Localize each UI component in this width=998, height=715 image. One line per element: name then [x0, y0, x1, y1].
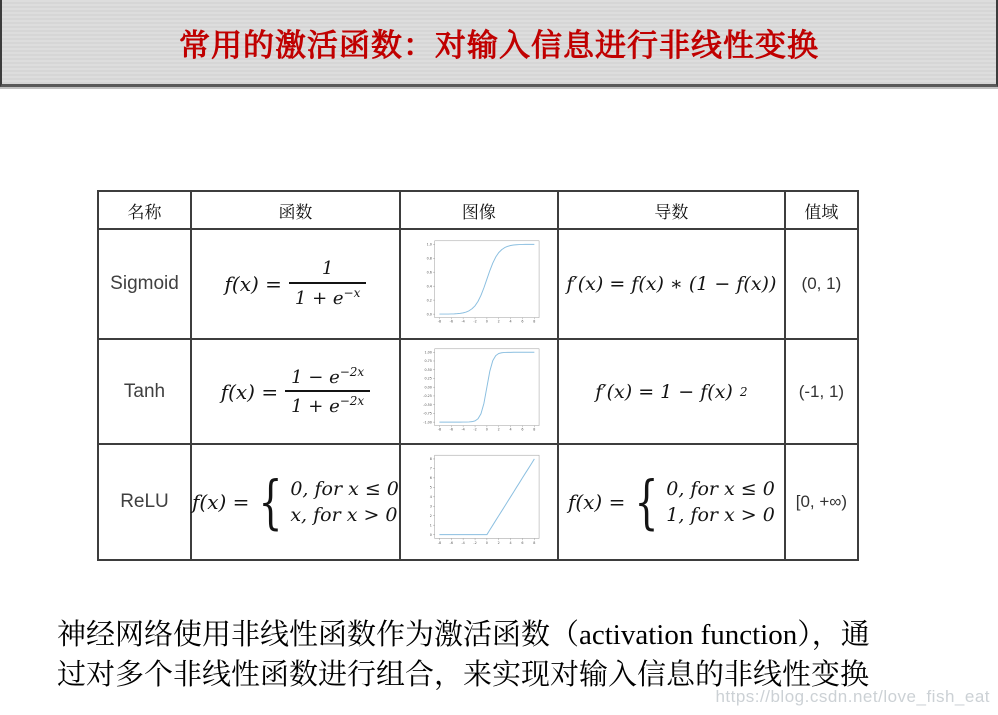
fraction: $\frac{1}{1 + e^{-x}}$ — [289, 258, 366, 310]
svg-text:7: 7 — [429, 466, 432, 471]
svg-text:-2: -2 — [473, 319, 477, 324]
tanh-plot — [414, 344, 544, 440]
relu-derivative-cell — [558, 444, 785, 560]
tanh-name: Tanh — [123, 380, 166, 402]
page-title: 常用的激活函数：对输入信息进行非线性变换 — [179, 27, 819, 63]
tanh-formula-cell — [191, 339, 400, 444]
relu-formula-cell — [191, 444, 400, 560]
svg-text:-6: -6 — [449, 427, 453, 432]
piecewise-cases: 0, for x ≤ 0 x, for x > 0 — [290, 478, 399, 526]
svg-text:5: 5 — [429, 485, 432, 490]
title-bar — [0, 0, 998, 87]
svg-text:6: 6 — [521, 427, 524, 432]
svg-text:1.0: 1.0 — [426, 242, 432, 247]
piecewise-brace: { — [634, 468, 659, 536]
svg-text:4: 4 — [509, 427, 512, 432]
svg-text:0.00: 0.00 — [424, 384, 432, 389]
table-row-tanh — [98, 339, 858, 444]
column-header-derivative: 导数 — [558, 191, 785, 229]
svg-text:-6: -6 — [449, 540, 453, 545]
sigmoid-plot-cell — [400, 229, 558, 339]
svg-text:0: 0 — [429, 532, 432, 537]
svg-text:0.8: 0.8 — [426, 256, 432, 261]
relu-plot-cell — [400, 444, 558, 560]
svg-text:-8: -8 — [437, 319, 441, 324]
svg-text:-0.50: -0.50 — [423, 402, 432, 407]
table-row-relu — [98, 444, 858, 560]
fraction: $\frac{1 - e^{-2x}}{1 + e^{-2x}}$ — [285, 365, 370, 419]
svg-text:6: 6 — [429, 476, 432, 481]
relu-name: ReLU — [120, 491, 169, 512]
svg-text:0.2: 0.2 — [426, 298, 432, 303]
svg-text:8: 8 — [533, 427, 536, 432]
sigmoid-name: Sigmoid — [110, 273, 179, 294]
column-header-name: 名称 — [98, 191, 191, 229]
svg-text:0: 0 — [485, 427, 488, 432]
svg-text:0.75: 0.75 — [424, 358, 432, 363]
svg-text:-4: -4 — [461, 540, 465, 545]
sigmoid-formula: f(x) = $\frac{1}{1 + e^{-x}}$ — [225, 258, 367, 310]
svg-text:-1.00: -1.00 — [423, 419, 432, 424]
piecewise-cases: 0, for x ≤ 0 1, for x > 0 — [666, 478, 775, 526]
tanh-derivative-cell — [558, 339, 785, 444]
svg-text:4: 4 — [509, 319, 512, 324]
svg-text:-2: -2 — [473, 427, 477, 432]
svg-text:-4: -4 — [461, 319, 465, 324]
svg-text:-6: -6 — [449, 319, 453, 324]
svg-text:2: 2 — [497, 540, 500, 545]
svg-text:0.25: 0.25 — [424, 376, 432, 381]
svg-text:0.4: 0.4 — [426, 284, 432, 289]
svg-text:4: 4 — [429, 494, 432, 500]
table-row-sigmoid — [98, 229, 858, 339]
tanh-plot-cell — [400, 339, 558, 444]
svg-text:6: 6 — [521, 319, 524, 324]
svg-text:-0.75: -0.75 — [423, 411, 432, 416]
svg-text:0.0: 0.0 — [426, 312, 432, 317]
svg-text:-8: -8 — [437, 540, 441, 545]
relu-derivative: f(x) = { 0, for x ≤ 0 1, for x > 0 — [567, 468, 775, 536]
svg-text:1.00: 1.00 — [424, 349, 432, 354]
activation-functions-table — [97, 190, 859, 561]
svg-text:2: 2 — [497, 427, 500, 432]
sigmoid-formula-cell — [191, 229, 400, 339]
sigmoid-range: (0, 1) — [801, 274, 842, 293]
relu-plot — [414, 450, 544, 554]
svg-text:0.50: 0.50 — [424, 367, 432, 372]
column-header-function: 函数 — [191, 191, 400, 229]
sigmoid-derivative: f′(x) = f(x) ∗ (1 − f(x)) — [566, 273, 777, 295]
tanh-range: (-1, 1) — [798, 381, 845, 401]
svg-text:-2: -2 — [473, 540, 477, 545]
svg-text:2: 2 — [497, 319, 500, 324]
svg-text:4: 4 — [509, 540, 512, 545]
svg-text:-4: -4 — [461, 427, 465, 432]
sigmoid-plot — [414, 236, 544, 332]
svg-text:0: 0 — [485, 319, 488, 324]
svg-text:8: 8 — [533, 319, 536, 324]
relu-formula: f(x) = { 0, for x ≤ 0 x, for x > 0 — [192, 468, 399, 536]
svg-text:3: 3 — [429, 504, 432, 509]
svg-text:1: 1 — [429, 523, 432, 528]
caption-line-2: 过对多个非线性函数进行组合，来实现对输入信息的非线性变换 — [57, 659, 870, 691]
relu-range: [0, +∞) — [795, 492, 848, 511]
svg-text:-8: -8 — [437, 427, 441, 432]
watermark: https://blog.csdn.net/love_fish_eat — [715, 687, 990, 706]
column-header-range: 值域 — [785, 191, 858, 229]
sigmoid-derivative-cell — [558, 229, 785, 339]
caption-text — [57, 615, 957, 695]
svg-text:-0.25: -0.25 — [423, 393, 432, 398]
svg-text:8: 8 — [429, 457, 432, 462]
svg-text:0: 0 — [485, 540, 488, 545]
tanh-formula: f(x) = $\frac{1 - e^{-2x}}{1 + e^{-2x}}$ — [221, 365, 371, 419]
svg-text:0.6: 0.6 — [426, 270, 432, 275]
caption-line-1: 神经网络使用非线性函数作为激活函数（activation function），通 — [57, 619, 870, 651]
tanh-derivative: f′(x) = 1 − f(x) 2 — [595, 380, 748, 403]
table-header-row — [98, 191, 858, 229]
piecewise-brace: { — [258, 468, 283, 536]
svg-text:8: 8 — [533, 540, 536, 545]
column-header-image: 图像 — [400, 191, 558, 229]
svg-text:6: 6 — [521, 540, 524, 545]
svg-text:2: 2 — [429, 513, 432, 519]
